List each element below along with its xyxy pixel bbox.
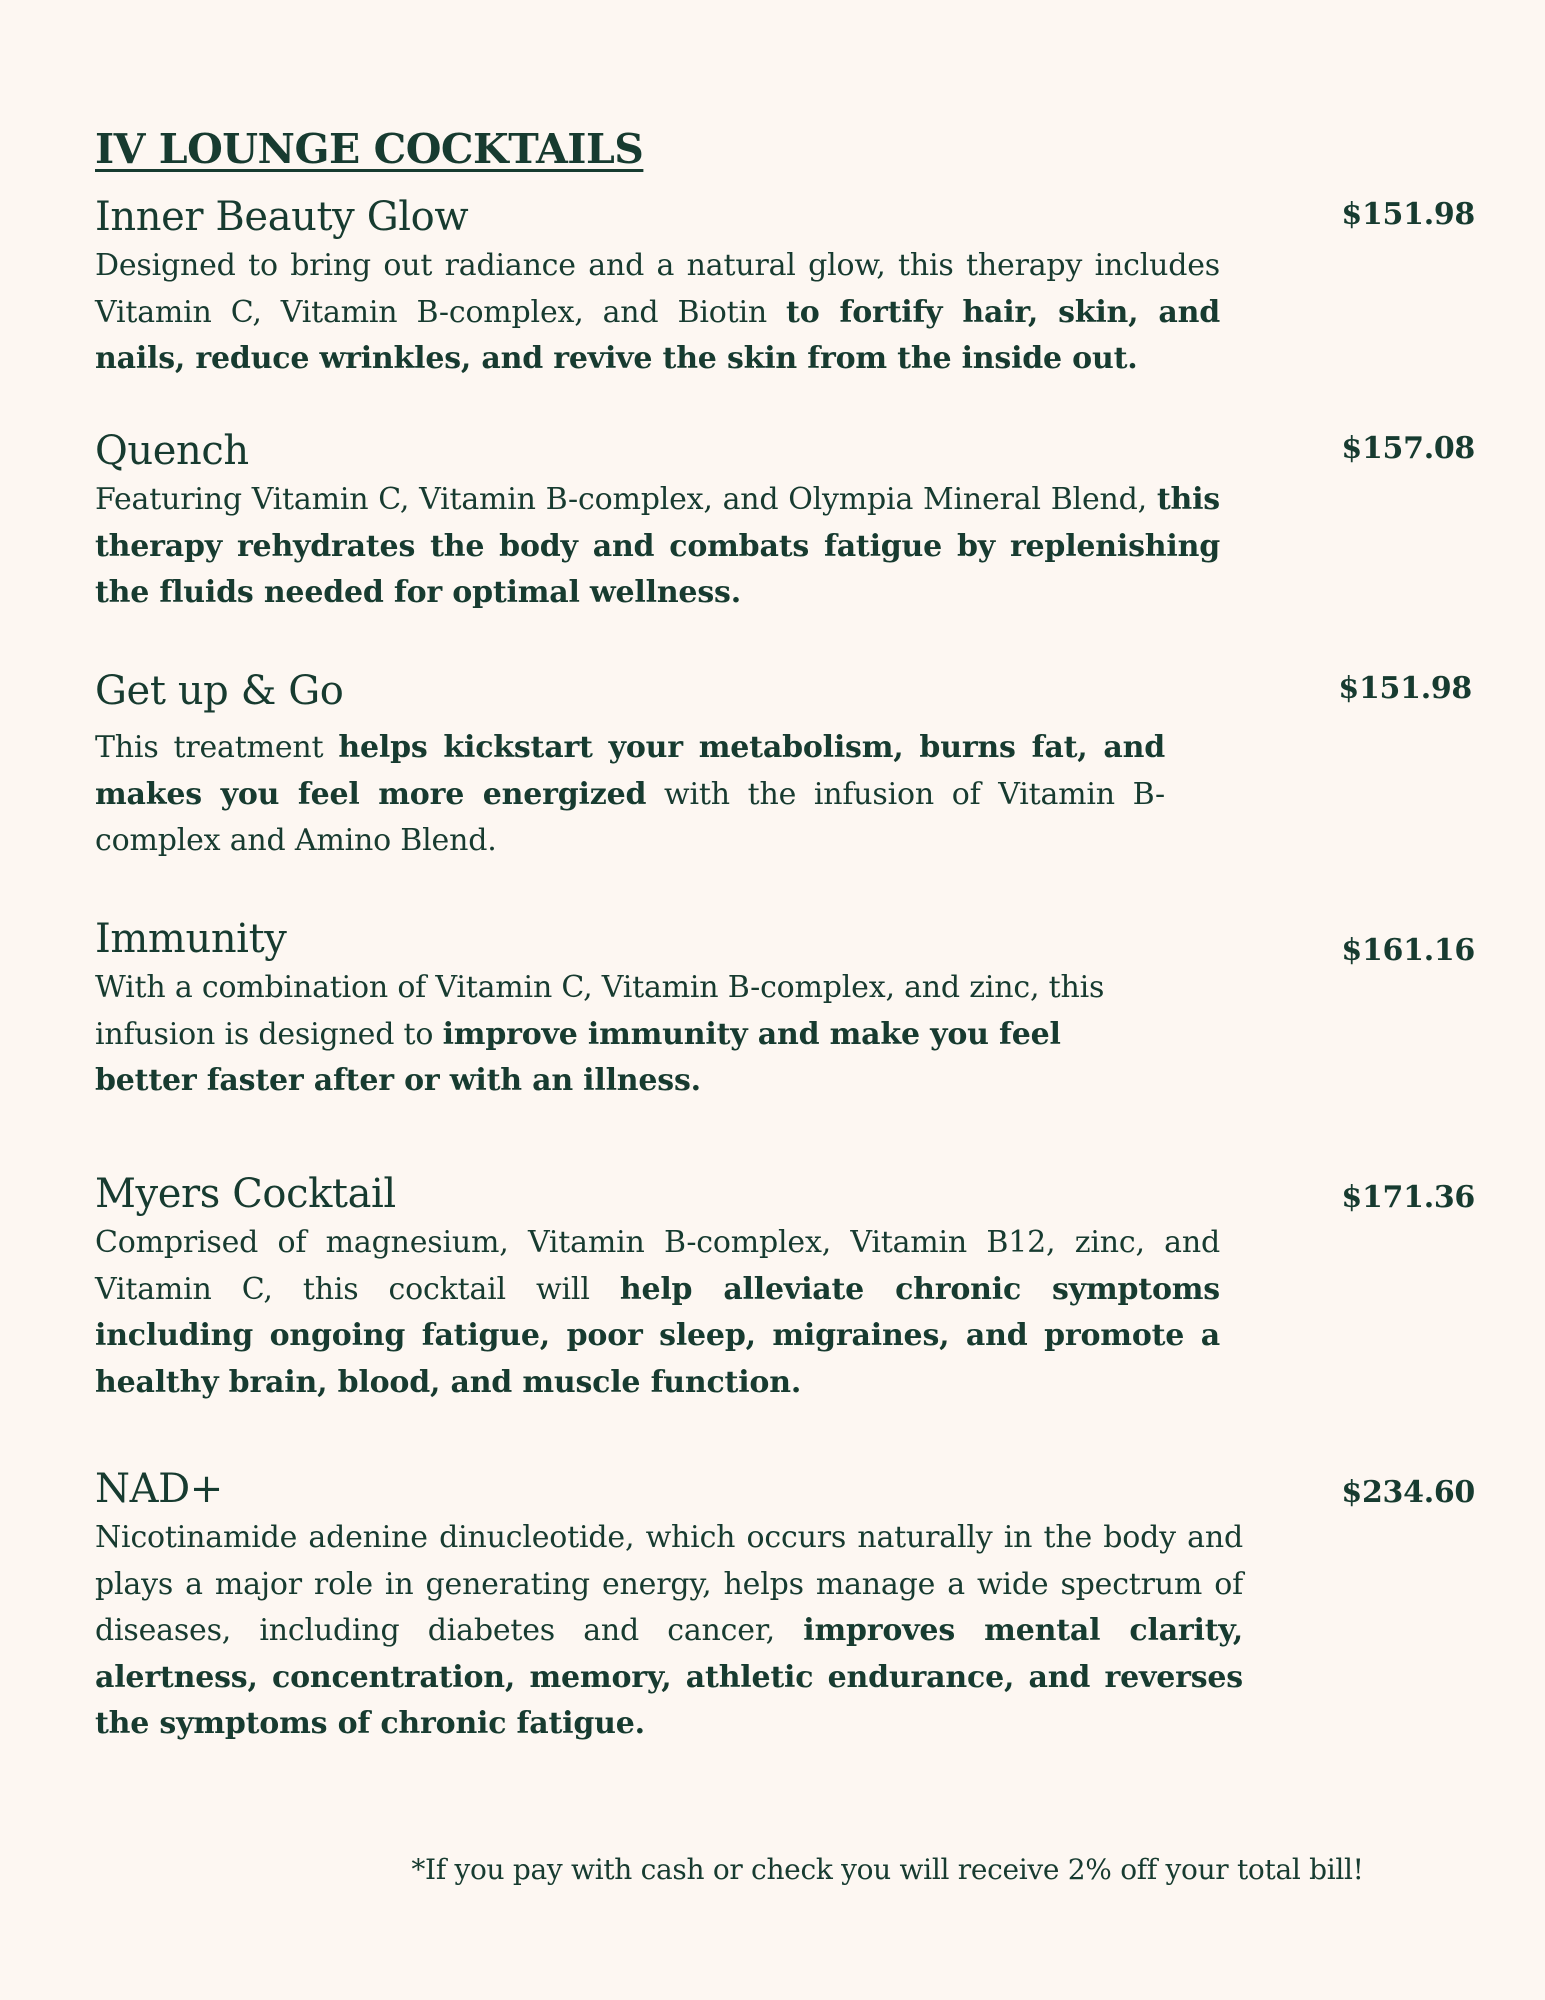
description-text: Nicotinamide adenine dinucleotide, which occurs naturally in the body and plays a major role in generating energy, helps manage a wide spectrum of diseases, including diabetes and cancer, <box>95 1520 1243 1648</box>
item-price: $151.98 <box>1341 197 1475 232</box>
menu-title: IV LOUNGE COCKTAILS <box>95 125 644 173</box>
description-text: With a combination of Vitamin C, Vitamin B-complex, and zinc, this infusion is designed to <box>95 970 1105 1052</box>
menu-item-get-up-and-go <box>95 667 1475 865</box>
item-description <box>95 477 1220 617</box>
item-description <box>95 965 1155 1105</box>
menu-item-nad-plus <box>95 1465 1475 1748</box>
item-name: NAD+ <box>95 1466 223 1512</box>
item-description <box>95 1220 1220 1406</box>
description-emphasis: improves mental clarity, alertness, concentration, memory, athletic endurance, and reverses the symptoms of chronic fatigue. <box>95 1613 1243 1741</box>
description-text: Featuring Vitamin C, Vitamin B-complex, and Olympia Mineral Blend, <box>95 482 1157 517</box>
item-description <box>95 1515 1243 1748</box>
item-description <box>95 725 1165 865</box>
menu <box>95 125 1475 1741</box>
description-text: with the infusion of Vitamin B-complex and Amino Blend. <box>95 776 1165 858</box>
description-emphasis: helps kickstart your metabolism, burns fat, and makes you feel more energized <box>95 730 1165 812</box>
menu-item-myers-cocktail <box>95 1170 1475 1406</box>
item-price: $161.16 <box>1341 933 1475 968</box>
menu-item-immunity <box>95 915 1475 1105</box>
description-emphasis: help alleviate chronic symptoms including ongoing fatigue, poor sleep, migraines, and promote a healthy brain, blood, and muscle function. <box>95 1271 1220 1400</box>
description-emphasis: improve immunity and make you feel better faster after or with an illness. <box>95 1016 1061 1098</box>
item-name: Myers Cocktail <box>95 1171 396 1217</box>
menu-item-inner-beauty-glow <box>95 193 1475 383</box>
menu-item-quench <box>95 427 1475 617</box>
item-name: Quench <box>95 428 249 474</box>
description-text: Comprised of magnesium, Vitamin B-complex, Vitamin B12, zinc, and Vitamin C, this cocktail will <box>95 1225 1220 1307</box>
description-text: Designed to bring out radiance and a natural glow, this therapy includes Vitamin C, Vitamin B-complex, and Biotin <box>95 248 1220 330</box>
description-text: This treatment <box>95 730 339 765</box>
item-name: Immunity <box>95 916 287 962</box>
description-emphasis: to fortify hair, skin, and nails, reduce wrinkles, and revive the skin from the inside out. <box>95 294 1220 376</box>
item-name: Get up & Go <box>95 668 344 714</box>
cash-discount-footnote: *If you pay with cash or check you will receive 2% off your total bill! <box>411 1853 1364 1886</box>
item-name: Inner Beauty Glow <box>95 194 469 240</box>
item-price: $234.60 <box>1341 1475 1475 1510</box>
item-price: $151.98 <box>1338 671 1472 706</box>
description-emphasis: this therapy rehydrates the body and combats fatigue by replenishing the fluids needed for optimal wellness. <box>95 482 1220 610</box>
item-description <box>95 243 1220 383</box>
item-price: $157.08 <box>1341 431 1475 466</box>
item-price: $171.36 <box>1341 1180 1475 1215</box>
